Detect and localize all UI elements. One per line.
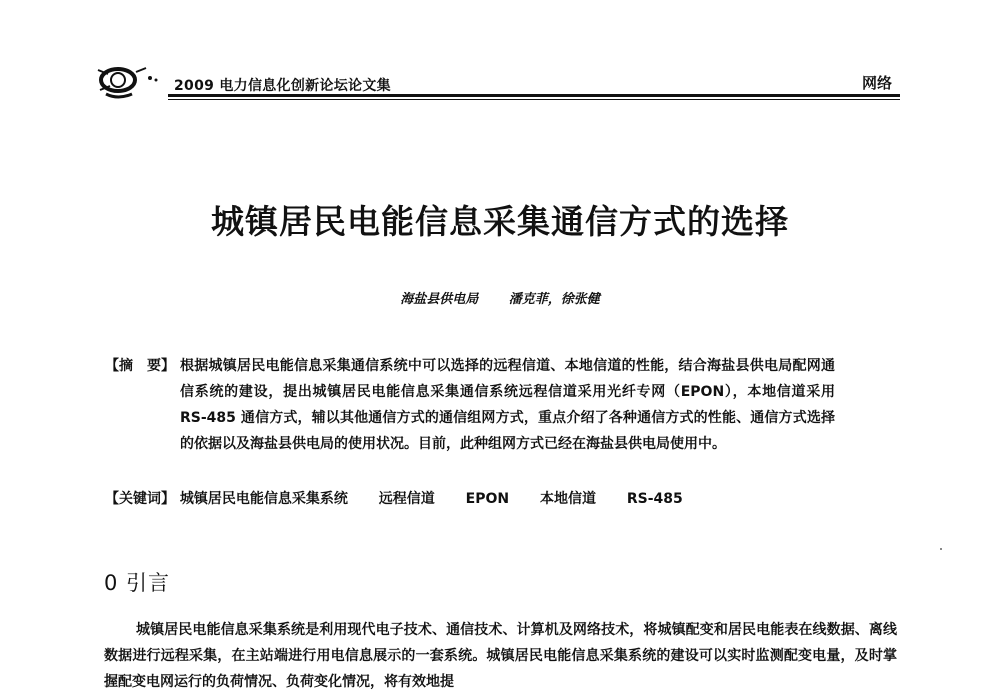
body-paragraph: 城镇居民电能信息采集系统是利用现代电子技术、通信技术、计算机及网络技术，将城镇配变和居民电能表在线数据、离线数据进行远程采集，在主站端进行用电信息展示的一套系统。城镇居民电能信息采集系统的建设可以实时监测配变电量，及时掌握配变电网运行的负荷情况、负荷变化情况，将有效地提 (104, 622, 897, 690)
page-header (92, 58, 900, 102)
scan-speck (940, 548, 942, 550)
abstract-text: 根据城镇居民电能信息采集通信系统中可以选择的远程信道、本地信道的性能，结合海盐县供电局配网通信系统的建设，提出城镇居民电能信息采集通信系统远程信道采用光纤专网（EPON），本地信道采用 RS-485 通信方式，辅以其他通信方式的通信组网方式，重点介绍了各种通信方式的性能、通信方式选择的依据以及海盐县供电局的使用状况。目前，此种组网方式已经在海盐县供电局使用中。 (180, 358, 835, 452)
keyword: 本地信道 (539, 491, 596, 507)
abstract-label: 【摘 要】 (105, 358, 175, 374)
proceedings-title: 2009 电力信息化创新论坛论文集 (174, 78, 391, 94)
keywords-label: 【关键词】 (105, 491, 175, 507)
keyword: 城镇居民电能信息采集系统 (179, 491, 348, 507)
journal-logo-icon (92, 58, 164, 102)
keyword: EPON (465, 491, 510, 507)
keywords (105, 486, 709, 512)
abstract (105, 353, 835, 457)
keyword: RS-485 (626, 491, 683, 507)
header-rule-thin (168, 99, 900, 100)
header-rule (168, 94, 900, 97)
author-organization: 海盐县供电局 (400, 292, 479, 307)
article-title: 城镇居民电能信息采集通信方式的选择 (211, 202, 789, 241)
author-names: 潘克菲，徐张健 (508, 292, 600, 307)
author-line (0, 288, 1000, 307)
keyword: 远程信道 (378, 491, 435, 507)
section-label: 网络 (861, 74, 892, 92)
section-heading: 0 引言 (104, 571, 171, 595)
